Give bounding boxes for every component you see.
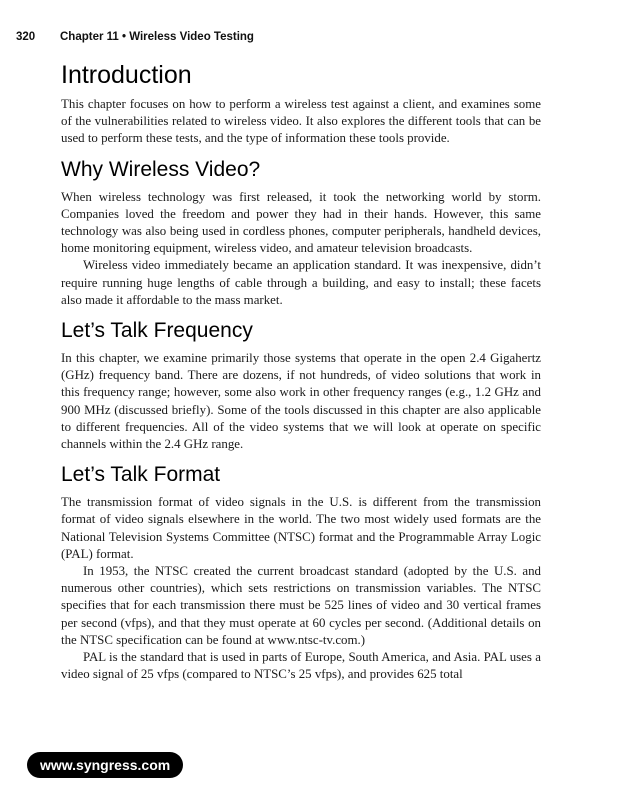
chapter-title: Chapter 11 • Wireless Video Testing — [60, 31, 254, 43]
section-heading-frequency: Let’s Talk Frequency — [61, 319, 253, 343]
section-heading-format: Let’s Talk Format — [61, 463, 221, 487]
paragraph: When wireless technology was first released, it took the networking world by storm. Companies loved the freedom and power they had in their hands. However, this same technology was also being used in cordless phones, computer peripherals, handheld devices, home monitoring equipment, wireless video, and amateur television broadcasts. — [61, 189, 541, 256]
running-header — [16, 31, 254, 43]
section-heading-why-wireless-video: Why Wireless Video? — [61, 157, 261, 181]
body-text — [61, 56, 541, 683]
page-number: 320 — [16, 31, 36, 43]
paragraph: In this chapter, we examine primarily those systems that operate in the open 2.4 Gigahertz (GHz) frequency band. There are dozens, if not hundreds, of video solutions that work in this frequency range; however, some also work in other frequency ranges (e.g., 1.2 GHz and 900 MHz (discussed briefly). Some of the tools discussed in this chapter are also applicable to different frequencies. All of the video systems that we will look at operate on specific channels within the 2.4 GHz range. — [61, 351, 541, 452]
paragraph: This chapter focuses on how to perform a wireless test against a client, and examines some of the vulnerabilities related to wireless video. It also explores the different tools that can be used to perform these tests, and the type of information these tools provide. — [61, 97, 541, 146]
paragraph: The transmission format of video signals in the U.S. is different from the transmission format of video signals elsewhere in the world. The two most widely used formats are the National Television Systems Committee (NTSC) format and the Programmable Array Logic (PAL) format. — [61, 495, 541, 561]
paragraph: Wireless video immediately became an application standard. It was inexpensive, didn’t require running huge lengths of cable through a building, and easy to install; these facets also made it affordable to the mass market. — [61, 258, 541, 307]
paragraph: PAL is the standard that is used in parts of Europe, South America, and Asia. PAL uses a video signal of 25 vfps (compared to NTSC’s 25 vfps), and provides 625 total — [61, 650, 541, 682]
paragraph: In 1953, the NTSC created the current broadcast standard (adopted by the U.S. and numerous other countries), which sets restrictions on transmission variables. The NTSC specifies that for each transmission there must be 525 lines of video and 30 vertical frames per second (vfps), and that they must operate at 60 cycles per second. (Additional details on the NTSC specification can be found at www.ntsc-tv.com.) — [61, 564, 541, 647]
section-heading-introduction: Introduction — [61, 61, 192, 89]
publisher-url-badge[interactable]: www.syngress.com — [27, 752, 183, 778]
